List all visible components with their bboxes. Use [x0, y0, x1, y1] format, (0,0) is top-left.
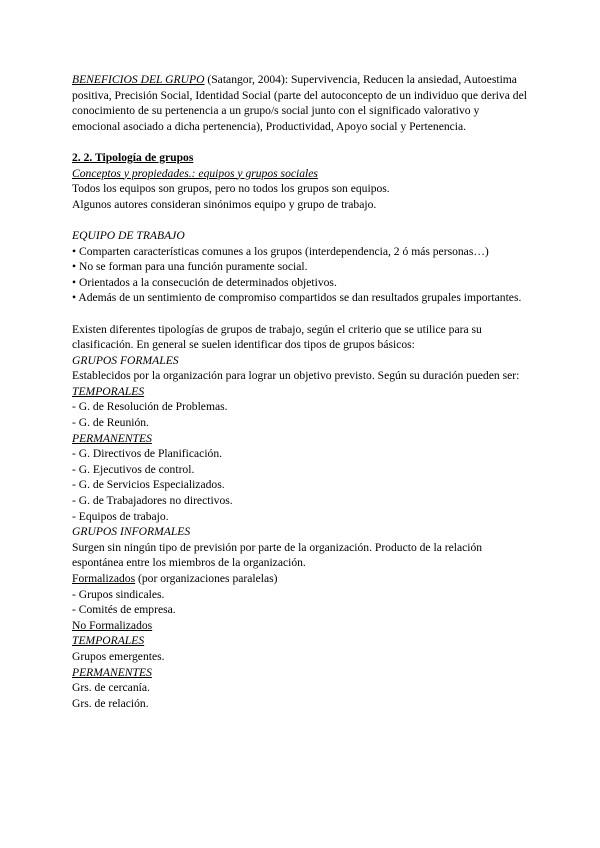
- section-line: Algunos autores consideran sinónimos equipo y grupo de trabajo.: [72, 197, 377, 211]
- section-line: Todos los equipos son grupos, pero no todos los grupos son equipos.: [72, 182, 390, 196]
- list-item: - G. de Trabajadores no directivos.: [72, 494, 233, 508]
- informales-permanentes-heading: PERMANENTES: [72, 665, 152, 679]
- list-item: - G. de Reunión.: [72, 416, 149, 430]
- formalizados-line: [72, 571, 530, 587]
- list-item: - Equipos de trabajo.: [72, 509, 169, 523]
- list-item: - Comités de empresa.: [72, 603, 176, 617]
- equipo-bullet: • No se forman para una función puramente social.: [72, 260, 308, 274]
- spacer: [72, 212, 530, 228]
- list-item: - G. de Resolución de Problemas.: [72, 400, 228, 414]
- list-item: - G. de Servicios Especializados.: [72, 478, 225, 492]
- formalizados-note: (por organizaciones paralelas): [135, 572, 278, 585]
- intro-text: (Satangor, 2004): Supervivencia, Reducen la ansiedad, Autoestima positiva, Precisión Social, Identidad Social (parte del autoconcepto de un individuo que deriva del conocimiento de su pertenencia a un grupo/s social junto con el significado valorativo y emocional asociado a dicha pertenencia), Productividad, Apoyo social y Pertenencia.: [72, 73, 527, 133]
- document-body: [72, 72, 530, 711]
- no-formalizados-label: No Formalizados: [72, 618, 153, 632]
- intro-heading: BENEFICIOS DEL GRUPO: [72, 73, 205, 86]
- formales-permanentes-heading: PERMANENTES: [72, 431, 152, 445]
- list-item: - G. Directivos de Planificación.: [72, 447, 223, 461]
- spacer: [72, 306, 530, 322]
- formales-text: Establecidos por la organización para lograr un objetivo previsto. Según su duración pueden ser:: [72, 369, 520, 383]
- formales-temporales-heading: TEMPORALES: [72, 384, 145, 398]
- informales-heading: GRUPOS INFORMALES: [72, 525, 191, 539]
- list-item: Grs. de relación.: [72, 696, 149, 710]
- formalizados-label: Formalizados: [72, 572, 136, 585]
- formales-heading: GRUPOS FORMALES: [72, 353, 179, 367]
- spacer: [72, 134, 530, 150]
- list-item: Grs. de cercanía.: [72, 681, 150, 695]
- informales-temporales-heading: TEMPORALES: [72, 634, 145, 648]
- tipologias-intro: Existen diferentes tipologías de grupos de trabajo, según el criterio que se utilice para su clasificación. En general se suelen identificar dos tipos de grupos básicos:: [72, 322, 482, 352]
- informales-text: Surgen sin ningún tipo de previsión por parte de la organización. Producto de la relación espontánea entre los miembros de la organización.: [72, 540, 483, 570]
- list-item: Grupos emergentes.: [72, 649, 165, 663]
- section-title: 2. 2. Tipología de grupos: [72, 150, 194, 164]
- intro-paragraph: [72, 72, 530, 134]
- list-item: - G. Ejecutivos de control.: [72, 462, 195, 476]
- equipo-bullet: • Orientados a la consecución de determinados objetivos.: [72, 275, 337, 289]
- equipo-bullet: • Comparten características comunes a los grupos (interdependencia, 2 ó más personas…): [72, 244, 489, 258]
- equipo-bullet: • Además de un sentimiento de compromiso compartidos se dan resultados grupales importantes.: [72, 291, 522, 305]
- section-subtitle: Conceptos y propiedades.: equipos y grupos sociales: [72, 166, 318, 180]
- equipo-heading: EQUIPO DE TRABAJO: [72, 228, 185, 242]
- list-item: - Grupos sindicales.: [72, 587, 165, 601]
